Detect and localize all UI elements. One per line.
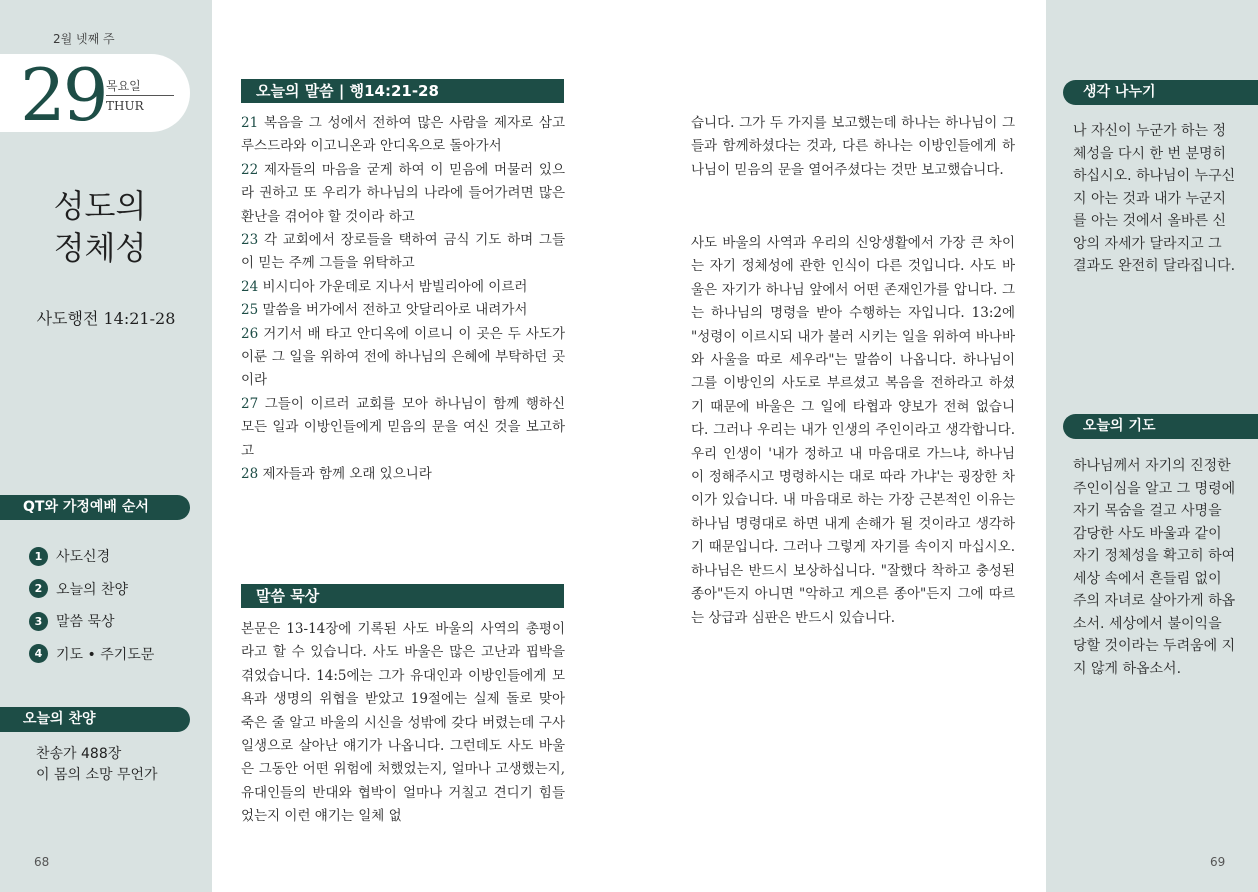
page-number-left: 68 [34,855,50,869]
list-item [29,605,154,638]
title-line-1: 성도의 [53,187,147,225]
step-label: 오늘의 찬양 [56,581,129,598]
verse [241,276,565,299]
hymn-info [36,744,158,786]
verse-text: 말씀을 버가에서 전하고 앗달리아로 내려가서 [262,302,528,319]
verse [241,299,565,322]
scripture-text [241,112,565,487]
verse [241,323,565,393]
verse [241,393,565,463]
list-item [29,540,154,573]
verse-text: 복음을 그 성에서 전하여 많은 사람을 제자로 삼고 루스드라와 이고니온과 안디옥으로 돌아가서 [241,115,565,155]
verse-number: 24 [241,278,259,295]
verse-number: 25 [241,302,259,319]
scripture-heading [241,79,564,103]
hymn-heading [0,707,190,732]
page-title [0,185,200,269]
step-label: 기도 • 주기도문 [56,646,155,663]
verse-text: 각 교회에서 장로들을 택하여 금식 기도 하며 그들이 믿는 주께 그들을 위탁하고 [241,232,565,272]
page-number-right: 69 [1210,855,1226,869]
verse-text: 제자들과 함께 오래 있으니라 [262,466,432,483]
verse-number: 27 [241,395,259,412]
verse-number: 21 [241,115,259,131]
step-number-badge: 3 [29,612,48,631]
verse [241,463,565,486]
step-label: 사도신경 [56,549,111,566]
list-item [29,638,154,671]
meditation-paragraph-1: 본문은 13-14장에 기록된 사도 바울의 사역의 총평이라고 할 수 있습니다. 사도 바울은 많은 고난과 핍박을 겪었습니다. 14:5에는 그가 유대인과 이방인들에게 모욕과 생명의 위협을 받았고 19절에는 실제 돌로 맞아 죽은 줄 알고 바울의 시신을 성밖에 갖다 버렸는데 구사일생으로 살아난 얘기가 나옵니다. 그런데도 사도 바울은 그동안 어떤 위험에 처했었는지, 얼마나 고생했는지, 유대인들의 반대와 협박이 얼마나 거칠고 견디기 힘들었는지 이런 얘기는 일체 없 [241,621,565,825]
list-item [29,573,154,606]
weekday-korean: 목요일 [106,79,141,93]
worship-order-list [29,540,154,670]
step-number-badge: 2 [29,579,48,598]
meditation-paragraph-2: 사도 바울의 사역과 우리의 신앙생활에서 가장 큰 차이는 자기 정체성에 관한 인식이 다른 것입니다. 사도 바울은 자기가 하나님 앞에서 어떤 존재인가를 압니다. 그는 하나님의 명령을 받아 수행하는 자입니다. 13:2에 "성령이 이르시되 내가 불러 시키는 일을 위하여 바나바와 사울을 따로 세우라"는 말씀이 나옵니다. 하나님이 그를 이방인의 사도로 부르셨고 복음을 전하라고 하셨기 때문에 바울은 그 일에 타협과 양보가 전혀 없습니다. 그러나 우리는 내가 인생의 주인이라고 생각합니다. 우리 인생이 '내가 정하고 내 마음대로 가느냐, 하나님이 정해주시고 명령하시는 대로 따라 가냐'는 굉장한 차이가 있습니다. 내 마음대로 하는 가장 근본적인 이유는 하나님 명령대로 하면 내게 손해가 될 것이라고 생각하기 때문입니다. 그러나 그렇게 자기를 속이지 마십시오. 하나님은 반드시 보상하십니다. "잘했다 착하고 충성된 종아"든지 아니면 "악하고 게으른 종아"든지 그에 따르는 상급과 심판은 반드시 있습니다. [691,235,1015,626]
verse [241,159,565,229]
verse-text: 그들이 이르러 교회를 모아 하나님이 함께 행하신 모든 일과 이방인들에게 믿음의 문을 여신 것을 보고하고 [241,395,565,459]
prayer-heading-label: 오늘의 기도 [1083,418,1156,434]
hymn-title: 이 몸의 소망 무언가 [36,767,158,783]
scripture-heading-label: 오늘의 말씀 | 행14:21-28 [256,82,439,100]
hymn-heading-label: 오늘의 찬양 [23,711,96,727]
weekday-divider [106,95,174,96]
meditation-heading-label: 말씀 묵상 [256,587,320,605]
verse-number: 22 [241,161,259,178]
weekday-english: THUR [106,99,144,113]
verse-text: 제자들의 마음을 굳게 하여 이 믿음에 머물러 있으라 권하고 또 우리가 하나님의 나라에 들어가려면 많은 환난을 겪어야 할 것이라 하고 [241,161,565,225]
passage-reference: 사도행전 14:21-28 [36,309,176,328]
verse-number: 28 [241,466,259,483]
meditation-heading [241,584,564,608]
verse [241,229,565,276]
meditation-paragraph-1-continued: 습니다. 그가 두 가지를 보고했는데 하나는 하나님이 그들과 함께하셨다는 것과, 다른 하나는 이방인들에게 하나님이 믿음의 문을 열어주셨다는 것만 보고했습니다. [691,115,1015,178]
order-heading-label: QT와 가정예배 순서 [23,499,149,515]
step-label: 말씀 묵상 [56,614,115,631]
sharing-heading-label: 생각 나누기 [1083,84,1156,100]
day-number: 29 [20,53,106,137]
verse [241,112,565,159]
prayer-heading [1063,414,1258,439]
sharing-text: 나 자신이 누군가 하는 정체성을 다시 한 번 분명히 하십시오. 하나님이 누구신지 아는 것과 내가 누군지를 아는 것에서 올바른 신앙의 자세가 달라지고 그 결과도 완전히 달라집니다. [1073,123,1236,274]
step-number-badge: 4 [29,644,48,663]
verse-text: 비시디아 가운데로 지나서 밤빌리아에 이르러 [262,278,528,295]
step-number-badge: 1 [29,547,48,566]
verse-text: 거기서 배 타고 안디옥에 이르니 이 곳은 두 사도가 이룬 그 일을 위하여 전에 하나님의 은혜에 부탁하던 곳이라 [241,325,565,389]
left-sidebar [0,0,212,892]
title-line-2: 정체성 [53,229,147,267]
verse-number: 26 [241,325,259,342]
verse-number: 23 [241,232,259,249]
order-heading [0,495,190,520]
prayer-text: 하나님께서 자기의 진정한 주인이심을 알고 그 명령에 자기 목숨을 걸고 사명을 감당한 사도 바울과 같이 자기 정체성을 확고히 하여 세상 속에서 흔들림 없이 주의 자녀로 살아가게 하옵소서. 세상에서 불이익을 당할 것이라는 두려움에 지지 않게 하옵소서. [1073,458,1236,677]
week-label: 2월 넷째 주 [53,32,115,46]
hymn-number: 찬송가 488장 [36,746,122,762]
sharing-heading [1063,80,1258,105]
